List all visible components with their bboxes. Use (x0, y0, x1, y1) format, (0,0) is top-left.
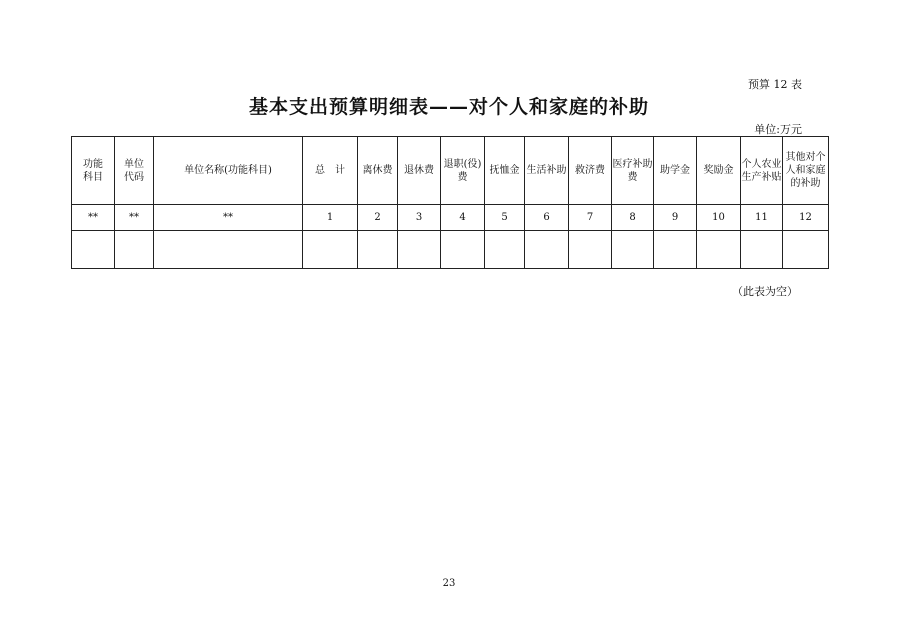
empty-cell (485, 231, 525, 269)
empty-cell (154, 231, 303, 269)
code-cell: 6 (525, 205, 569, 231)
unit-label: 单位:万元 (754, 123, 802, 136)
empty-cell (398, 231, 441, 269)
header-resignation: 退职(役) 费 (441, 137, 485, 205)
code-cell: 11 (741, 205, 783, 231)
header-living-subsidy: 生活补助 (525, 137, 569, 205)
header-other-subsidy: 其他对个 人和家庭 的补助 (783, 137, 829, 205)
code-cell: ** (154, 205, 303, 231)
code-cell: 2 (358, 205, 398, 231)
header-medical-subsidy: 医疗补助 费 (612, 137, 654, 205)
code-cell: 8 (612, 205, 654, 231)
code-cell: 5 (485, 205, 525, 231)
header-pension: 抚恤金 (485, 137, 525, 205)
page-title: 基本支出预算明细表——对个人和家庭的补助 (248, 96, 649, 118)
code-cell: 4 (441, 205, 485, 231)
code-cell: 10 (697, 205, 741, 231)
header-relief: 救济费 (569, 137, 612, 205)
header-row (72, 137, 829, 205)
empty-cell (525, 231, 569, 269)
header-function-subject: 功能 科目 (72, 137, 115, 205)
empty-cell (612, 231, 654, 269)
page-number: 23 (442, 578, 456, 589)
header-total: 总 计 (303, 137, 358, 205)
code-cell: 12 (783, 205, 829, 231)
header-reward: 奖励金 (697, 137, 741, 205)
empty-cell (569, 231, 612, 269)
code-cell: ** (115, 205, 154, 231)
empty-cell (441, 231, 485, 269)
header-retirement-lixiu: 离休费 (358, 137, 398, 205)
empty-row (72, 231, 829, 269)
header-unit-code: 单位 代码 (115, 137, 154, 205)
code-cell: 9 (654, 205, 697, 231)
header-retirement-tuixiu: 退休费 (398, 137, 441, 205)
empty-cell (303, 231, 358, 269)
empty-cell (115, 231, 154, 269)
empty-cell (741, 231, 783, 269)
table-number: 预算 12 表 (748, 78, 802, 91)
header-unit-name: 单位名称(功能科目) (154, 137, 303, 205)
empty-cell (72, 231, 115, 269)
empty-cell (697, 231, 741, 269)
code-row (72, 205, 829, 231)
code-cell: ** (72, 205, 115, 231)
empty-cell (783, 231, 829, 269)
empty-table-note: （此表为空） (732, 285, 798, 298)
code-cell: 1 (303, 205, 358, 231)
empty-cell (654, 231, 697, 269)
code-cell: 3 (398, 205, 441, 231)
header-agri-subsidy: 个人农业 生产补贴 (741, 137, 783, 205)
header-scholarship: 助学金 (654, 137, 697, 205)
code-cell: 7 (569, 205, 612, 231)
empty-cell (358, 231, 398, 269)
budget-table (71, 136, 829, 269)
